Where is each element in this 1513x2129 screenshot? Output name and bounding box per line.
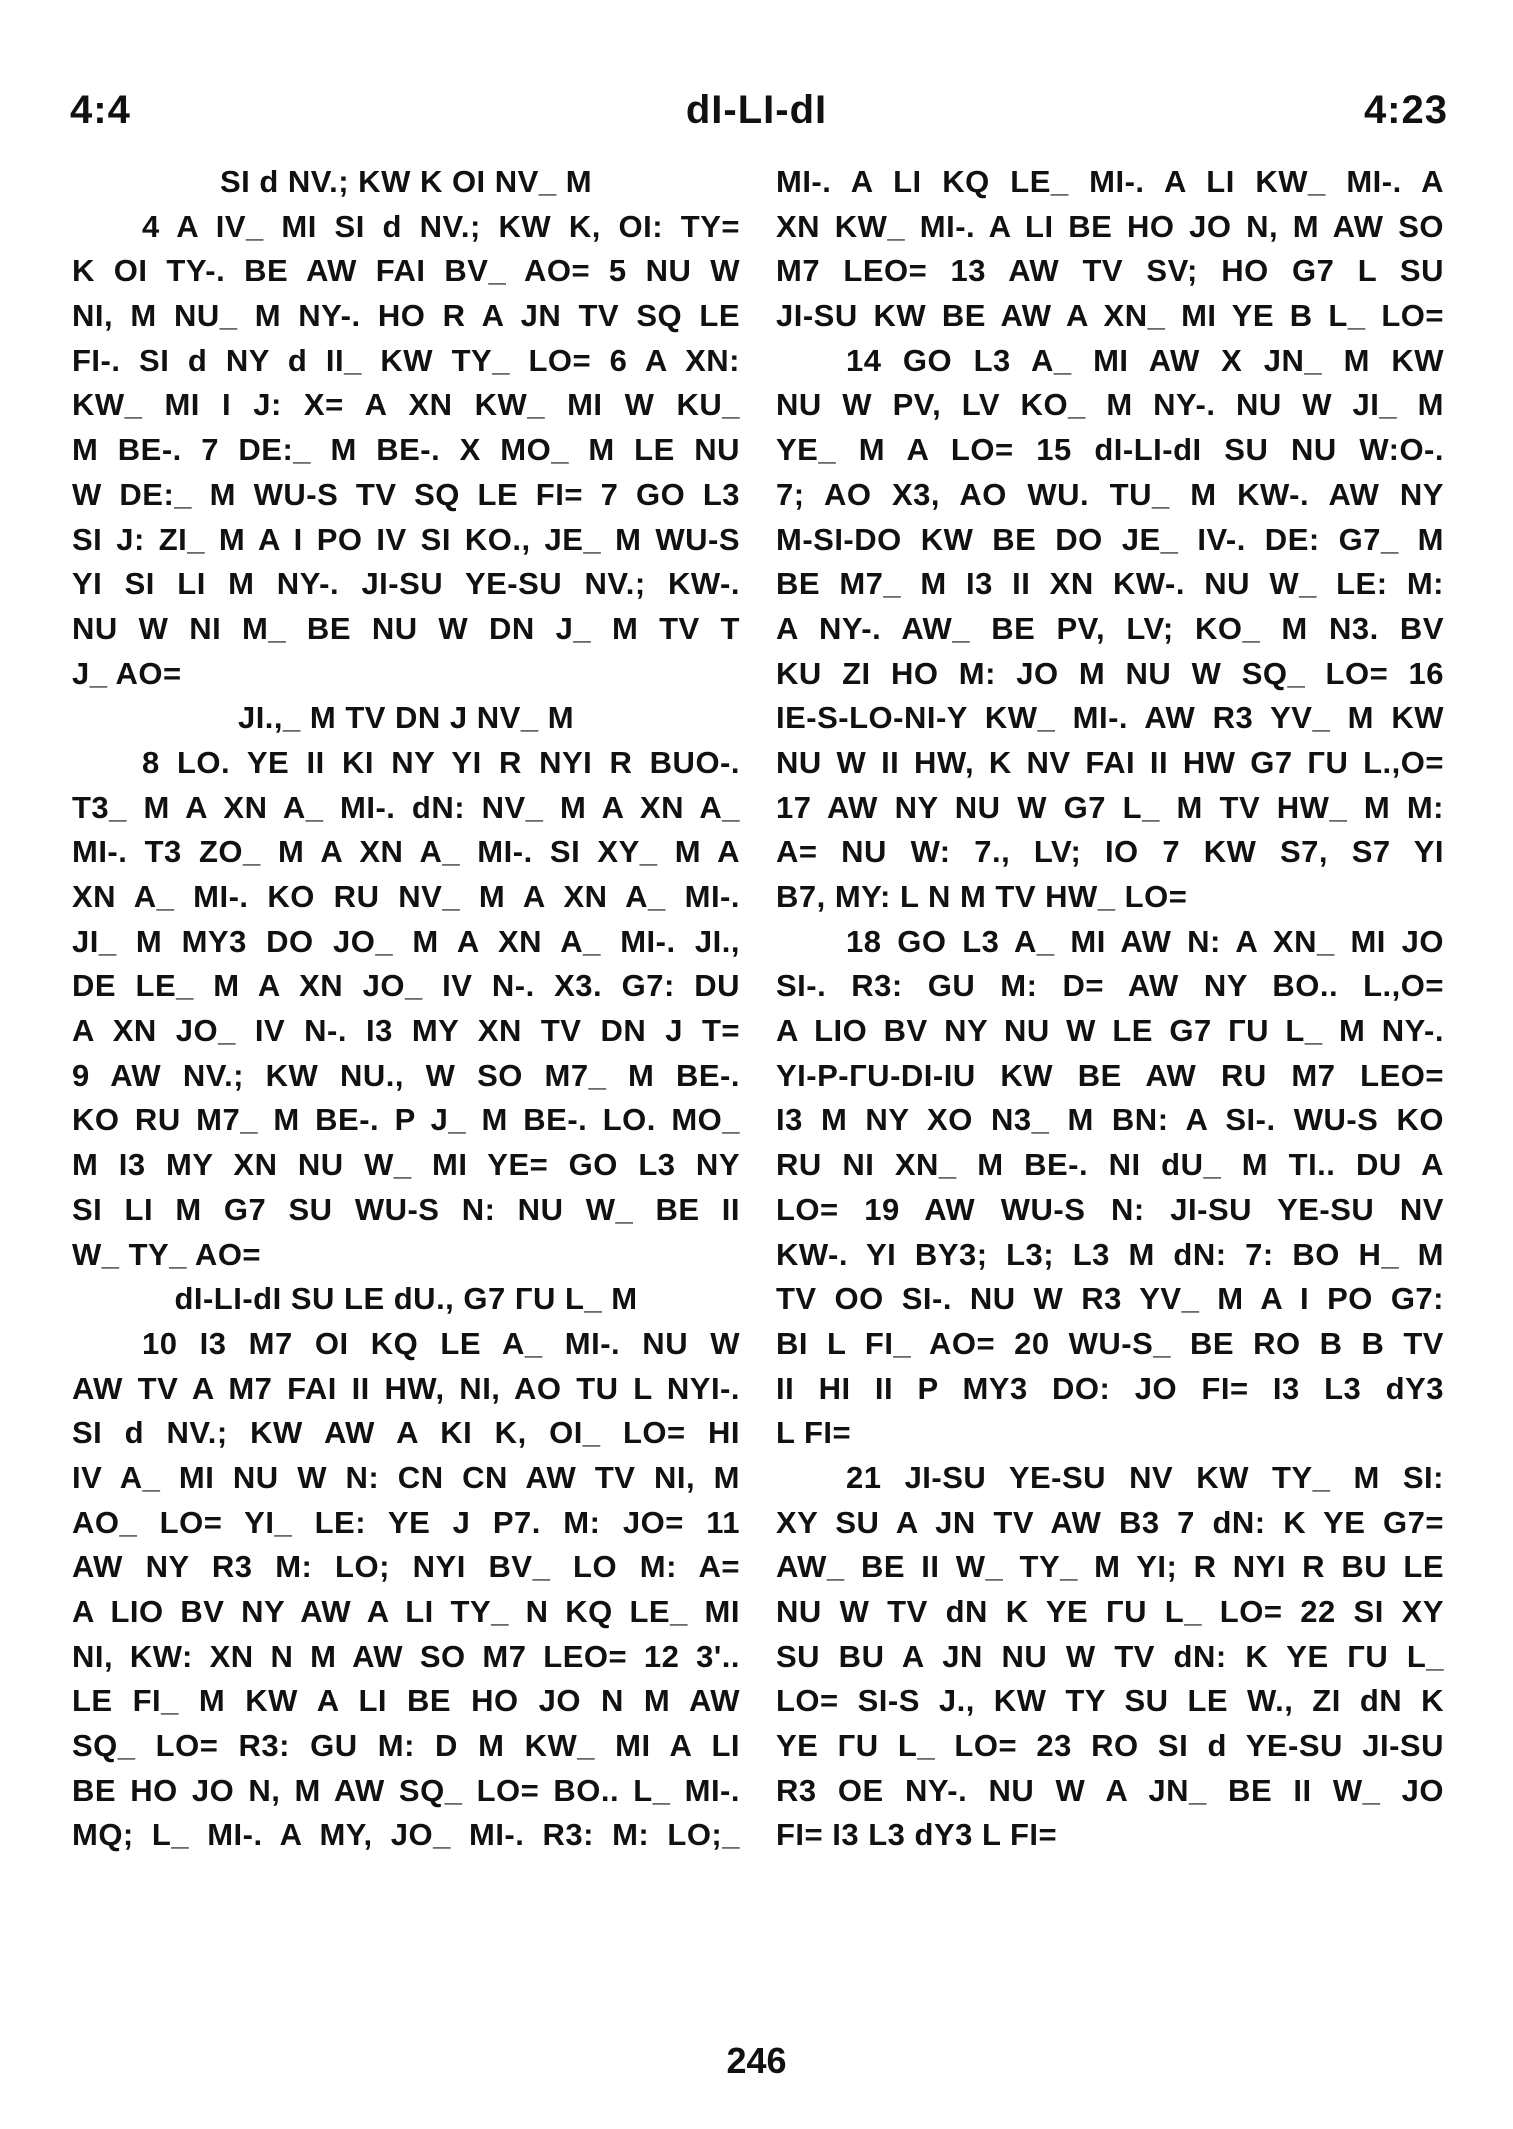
text-line: 17 AW NY NU W G7 L_ M TV HW_ M M: [776, 789, 1444, 825]
text-line: IV A_ MI NU W N: CN CN AW TV NI, M [72, 1459, 740, 1495]
text-line: K OI TY-. BE AW FAI BV_ AO= 5 NU W [72, 253, 740, 289]
text-line: BI L FI_ AO= 20 WU-S_ BE RO B B TV [776, 1325, 1444, 1361]
text-line: FI-. SI d NY d II_ KW TY_ LO= 6 A XN: [72, 342, 740, 378]
text-line: A XN JO_ IV N-. I3 MY XN TV DN J T= [72, 1013, 740, 1049]
text-line: NI, KW: XN N M AW SO M7 LEO= 12 3'.. [72, 1638, 740, 1674]
text-line: BE HO JO N, M AW SQ_ LO= BO.. L_ MI-. [72, 1772, 740, 1808]
text-line: L FI= [776, 1415, 852, 1451]
text-line: BE M7_ M I3 II XN KW-. NU W_ LE: M: [776, 566, 1444, 602]
text-line: W_ TY_ AO= [72, 1236, 262, 1272]
text-line: KW_ MI I J: X= A XN KW_ MI W KU_ [72, 387, 740, 423]
text-line: KO RU M7_ M BE-. P J_ M BE-. LO. MO_ [72, 1102, 740, 1138]
text-line: MI-. T3 ZO_ M A XN A_ MI-. SI XY_ M A [72, 834, 740, 870]
text-line: A NY-. AW_ BE PV, LV; KO_ M N3. BV [776, 610, 1444, 646]
text-line: R3 OE NY-. NU W A JN_ BE II W_ JO [776, 1772, 1444, 1808]
text-line: MI-. A LI KQ LE_ MI-. A LI KW_ MI-. A [776, 164, 1444, 199]
text-line: SI-. R3: GU M: D= AW NY BO.. L.,O= [776, 968, 1444, 1004]
text-line: M-SI-DO KW BE DO JE_ IV-. DE: G7_ M [776, 521, 1444, 557]
text-line: J_ AO= [72, 655, 182, 691]
text-line: LO= SI-S J., KW TY SU LE W., ZI dN K [776, 1683, 1444, 1719]
text-line: 4 A IV_ MI SI d NV.; KW K, OI: TY= [142, 208, 740, 244]
text-line: XN KW_ MI-. A LI BE HO JO N, M AW SO [776, 208, 1444, 244]
text-line: SI J: ZI_ M A I PO IV SI KO., JE_ M WU-S [72, 521, 740, 557]
text-line: 21 JI-SU YE-SU NV KW TY_ M SI: [846, 1459, 1444, 1495]
text-line: 18 GO L3 A_ MI AW N: A XN_ MI JO [846, 923, 1444, 959]
text-line: AW NY R3 M: LO; NYI BV_ LO M: A= [72, 1549, 740, 1585]
text-line: A LIO BV NY AW A LI TY_ N KQ LE_ MI [72, 1594, 740, 1629]
text-line: M7 LEO= 13 AW TV SV; HO G7 L SU [776, 253, 1444, 289]
text-line: NU W NI M_ BE NU W DN J_ M TV T [72, 610, 740, 646]
right-text-column [776, 160, 1444, 1858]
section-heading: dI-LI-dI SU LE dU., G7 ГU L_ M [174, 1281, 638, 1317]
text-line: DE LE_ M A XN JO_ IV N-. X3. G7: DU [72, 968, 740, 1004]
text-line: 14 GO L3 A_ MI AW X JN_ M KW [846, 342, 1444, 378]
text-line: W DE:_ M WU-S TV SQ LE FI= 7 GO L3 [72, 476, 740, 512]
text-line: JI_ M MY3 DO JO_ M A XN A_ MI-. JI., [72, 923, 740, 959]
text-line: IE-S-LO-NI-Y KW_ MI-. AW R3 YV_ M KW [776, 700, 1444, 736]
text-line: KW-. YI BY3; L3; L3 M dN: 7: BO H_ M [776, 1236, 1444, 1272]
text-line: YI-P-ГU-DI-IU KW BE AW RU M7 LEO= [776, 1057, 1444, 1093]
text-line: YE ГU L_ LO= 23 RO SI d YE-SU JI-SU [776, 1728, 1444, 1764]
text-line: KU ZI HO M: JO M NU W SQ_ LO= 16 [776, 655, 1444, 691]
text-line: AO_ LO= YI_ LE: YE J P7. M: JO= 11 [72, 1504, 740, 1540]
text-line: AW TV A M7 FAI II HW, NI, AO TU L NYI-. [72, 1370, 740, 1406]
text-line: 7; AO X3, AO WU. TU_ M KW-. AW NY [776, 476, 1444, 512]
text-line: LO= 19 AW WU-S N: JI-SU YE-SU NV [776, 1191, 1444, 1227]
text-line: A LIO BV NY NU W LE G7 ГU L_ M NY-. [776, 1013, 1444, 1049]
text-line: SI LI M G7 SU WU-S N: NU W_ BE II [72, 1191, 740, 1227]
text-line: 8 LO. YE II KI NY YI R NYI R BUO-. [142, 744, 740, 780]
text-line: XN A_ MI-. KO RU NV_ M A XN A_ MI-. [72, 879, 740, 914]
text-line: SI d NV.; KW AW A KI K, OI_ LO= HI [72, 1415, 740, 1451]
text-line: JI-SU KW BE AW A XN_ MI YE B L_ LO= [776, 298, 1444, 334]
text-line: II HI II P MY3 DO: JO FI= I3 L3 dY3 [776, 1370, 1444, 1406]
text-line: YI SI LI M NY-. JI-SU YE-SU NV.; KW-. [72, 566, 740, 602]
text-line: NI, M NU_ M NY-. HO R A JN TV SQ LE [72, 298, 740, 334]
text-line: TV OO SI-. NU W R3 YV_ M A I PO G7: [776, 1281, 1444, 1317]
text-line: YE_ M A LO= 15 dI-LI-dI SU NU W:O-. [776, 432, 1444, 468]
text-line: T3_ M A XN A_ MI-. dN: NV_ M A XN A_ [72, 789, 740, 825]
text-line: 10 I3 M7 OI KQ LE A_ MI-. NU W [142, 1325, 740, 1361]
page-number: 246 [726, 2040, 787, 2081]
text-line: MQ; L_ MI-. A MY, JO_ MI-. R3: M: LO;_ [72, 1817, 740, 1853]
text-line: NU W TV dN K YE ГU L_ LO= 22 SI XY [776, 1594, 1444, 1629]
text-line: NU W II HW, K NV FAI II HW G7 ГU L.,O= [776, 744, 1444, 780]
text-line: LE FI_ M KW A LI BE HO JO N M AW [72, 1683, 740, 1719]
chapter-verse-right: 4:23 [1363, 88, 1448, 132]
text-line: 9 AW NV.; KW NU., W SO M7_ M BE-. [72, 1057, 740, 1093]
text-line: A= NU W: 7., LV; IO 7 KW S7, S7 YI [776, 834, 1444, 870]
section-heading: JI.,_ M TV DN J NV_ M [237, 700, 575, 736]
text-line: I3 M NY XO N3_ M BN: A SI-. WU-S KO [776, 1102, 1444, 1138]
text-line: SU BU A JN NU W TV dN: K YE ГU L_ [776, 1638, 1444, 1674]
chapter-verse-left: 4:4 [70, 88, 131, 132]
left-text-column [72, 160, 740, 1858]
text-line: M BE-. 7 DE:_ M BE-. X MO_ M LE NU [72, 432, 740, 468]
text-line: RU NI XN_ M BE-. NI dU_ M TI.. DU A [776, 1147, 1444, 1183]
text-line: B7, MY: L N M TV HW_ LO= [776, 879, 1188, 914]
text-line: M I3 MY XN NU W_ MI YE= GO L3 NY [72, 1147, 740, 1183]
text-line: SQ_ LO= R3: GU M: D M KW_ MI A LI [72, 1728, 740, 1764]
text-line: FI= I3 L3 dY3 L FI= [776, 1817, 1058, 1853]
book-title: dI-LI-dI [685, 88, 828, 132]
text-line: XY SU A JN TV AW B3 7 dN: K YE G7= [776, 1504, 1444, 1540]
section-heading: SI d NV.; KW K OI NV_ M [219, 164, 593, 199]
text-line: NU W PV, LV KO_ M NY-. NU W JI_ M [776, 387, 1444, 423]
text-line: AW_ BE II W_ TY_ M YI; R NYI R BU LE [776, 1549, 1444, 1585]
